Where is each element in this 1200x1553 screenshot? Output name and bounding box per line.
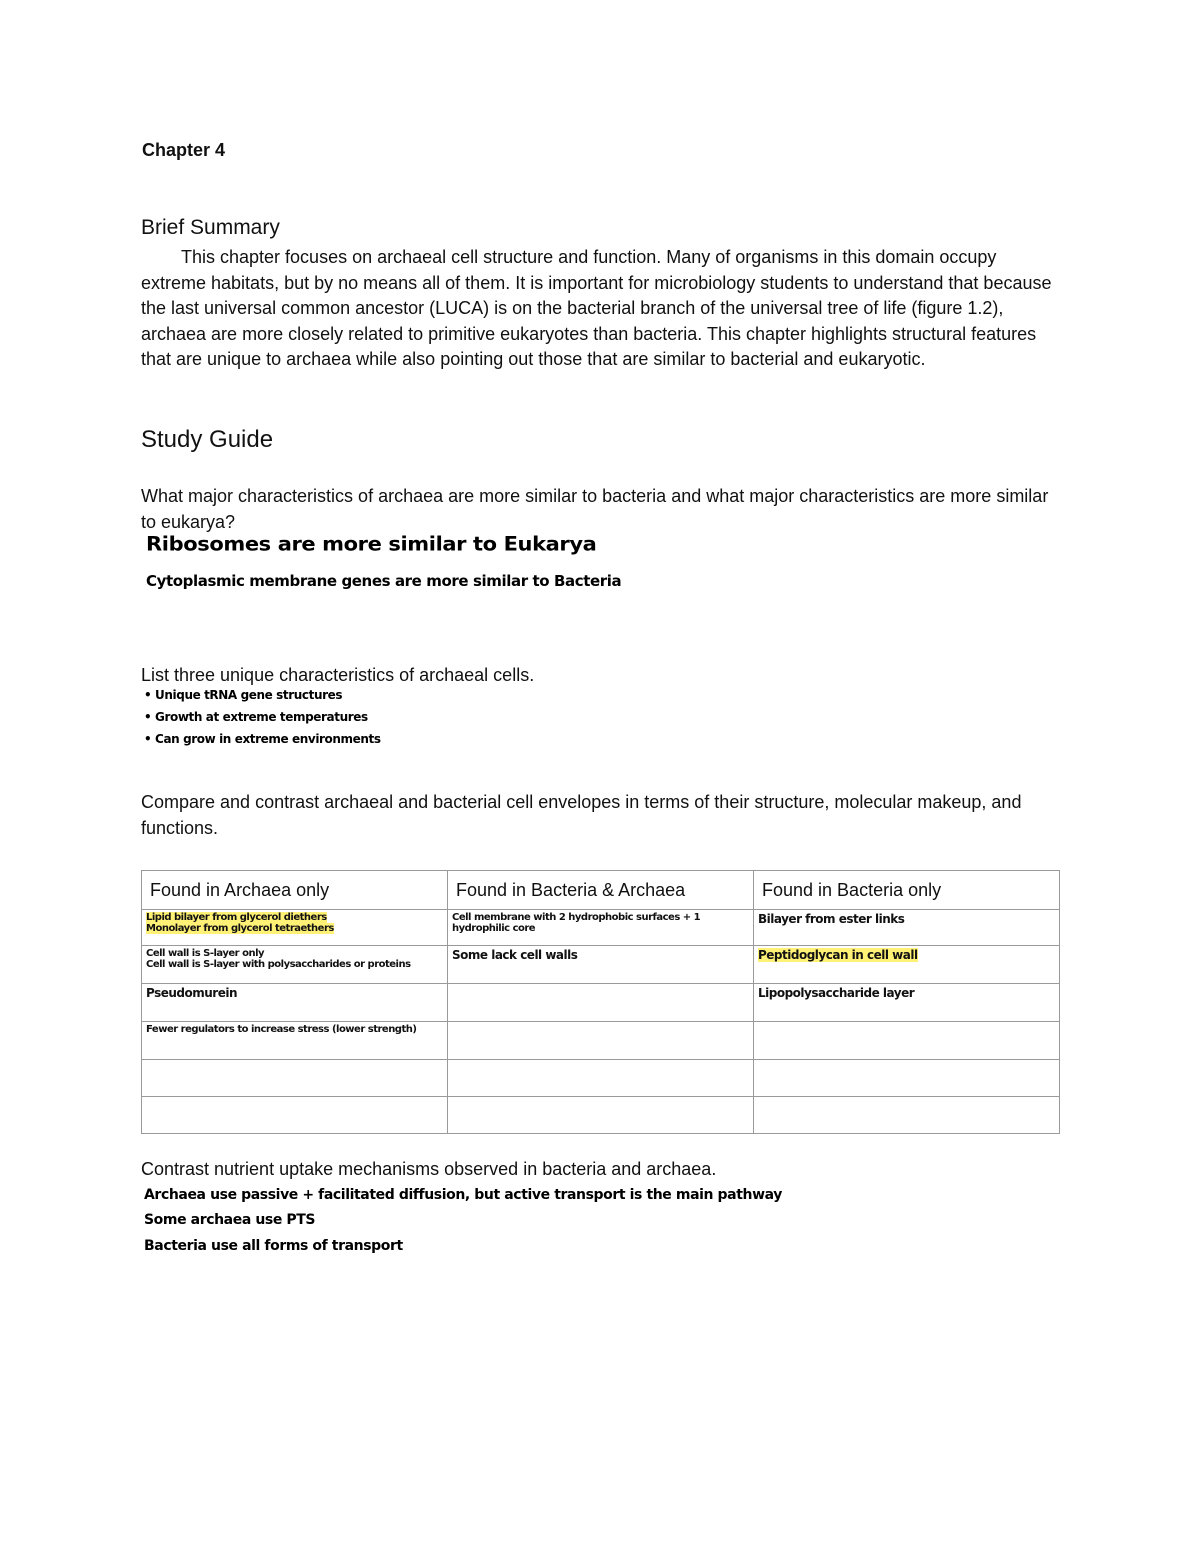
cell-text: Cell wall is S-layer only [146, 948, 265, 960]
table-cell [448, 910, 754, 946]
question-3: Compare and contrast archaeal and bacterial cell envelopes in terms of their structure, molecular makeup, and functions. [141, 792, 1022, 838]
answer-4-line-2: Some archaea use PTS [144, 1212, 316, 1228]
study-guide-heading: Study Guide [141, 426, 274, 453]
cell-text: Lipopolysaccharide layer [758, 986, 915, 1001]
table-cell [448, 984, 754, 1021]
answer-4-line-1: Archaea use passive + facilitated diffusion, but active transport is the main pathway [144, 1187, 782, 1203]
header-both: Found in Bacteria & Archaea [448, 871, 754, 910]
table-cell [448, 946, 754, 984]
table-cell [754, 1096, 1060, 1133]
cell-text: Fewer regulators to increase stress (lower strength) [146, 1023, 417, 1035]
highlighted-text: Monolayer from glycerol tetraethers [146, 923, 334, 935]
cell-text: Some lack cell walls [452, 948, 578, 963]
table-cell [754, 984, 1060, 1021]
question-1: What major characteristics of archaea are more similar to bacteria and what major characteristics are more similar to eukarya? [141, 486, 1049, 532]
cell-text: Pseudomurein [146, 986, 238, 1001]
table-cell [142, 1021, 448, 1059]
table-cell [754, 946, 1060, 984]
answer-2-line-2: • Growth at extreme temperatures [144, 710, 368, 724]
summary-paragraph: This chapter focuses on archaeal cell structure and function. Many of organisms in this domain occupy extreme habitats, but by no means all of them. It is important for microbiology students to understand that because the last universal common ancestor (LUCA) is on the bacterial branch of the universal tree of life (figure 1.2), archaea are more closely related to primitive eukaryotes than bacteria. This chapter highlights structural features that are unique to archaea while also pointing out those that are similar to bacterial and eukaryotic. [141, 247, 1052, 369]
table-row [142, 946, 1060, 984]
cell-text: Cell wall is S-layer with polysaccharides or proteins [146, 959, 411, 971]
table-cell [142, 984, 448, 1021]
header-bacteria-only: Found in Bacteria only [754, 871, 1060, 910]
answer-4-line-3: Bacteria use all forms of transport [144, 1238, 403, 1254]
question-4: Contrast nutrient uptake mechanisms observed in bacteria and archaea. [141, 1159, 717, 1179]
table-cell [448, 1059, 754, 1096]
table-cell [142, 946, 448, 984]
table-cell [142, 910, 448, 946]
chapter-title: Chapter 4 [142, 140, 226, 160]
answer-2-line-1: • Unique tRNA gene structures [144, 688, 343, 702]
cell-envelope-table [141, 870, 1060, 1134]
table-cell [142, 1096, 448, 1133]
highlighted-text: Peptidoglycan in cell wall [758, 948, 918, 963]
table-row [142, 910, 1060, 946]
table-cell [448, 1096, 754, 1133]
table-row [142, 1021, 1060, 1059]
answer-1-line-1: Ribosomes are more similar to Eukarya [146, 533, 597, 556]
table-row [142, 984, 1060, 1021]
table-cell [754, 910, 1060, 946]
highlighted-text: Lipid bilayer from glycerol diethers [146, 912, 327, 924]
table-row [142, 1059, 1060, 1096]
cell-text: Bilayer from ester links [758, 912, 905, 927]
table-cell [754, 1059, 1060, 1096]
header-archaea-only: Found in Archaea only [142, 871, 448, 910]
question-2: List three unique characteristics of archaeal cells. [141, 665, 535, 685]
answer-2-line-3: • Can grow in extreme environments [144, 732, 381, 746]
table-header-row [142, 871, 1060, 910]
table-cell [448, 1021, 754, 1059]
table-row [142, 1096, 1060, 1133]
table-cell [142, 1059, 448, 1096]
answer-1-line-2: Cytoplasmic membrane genes are more similar to Bacteria [146, 572, 622, 590]
cell-text: Cell membrane with 2 hydrophobic surfaces + 1 hydrophilic core [452, 912, 701, 935]
summary-heading: Brief Summary [141, 216, 280, 239]
table-cell [754, 1021, 1060, 1059]
